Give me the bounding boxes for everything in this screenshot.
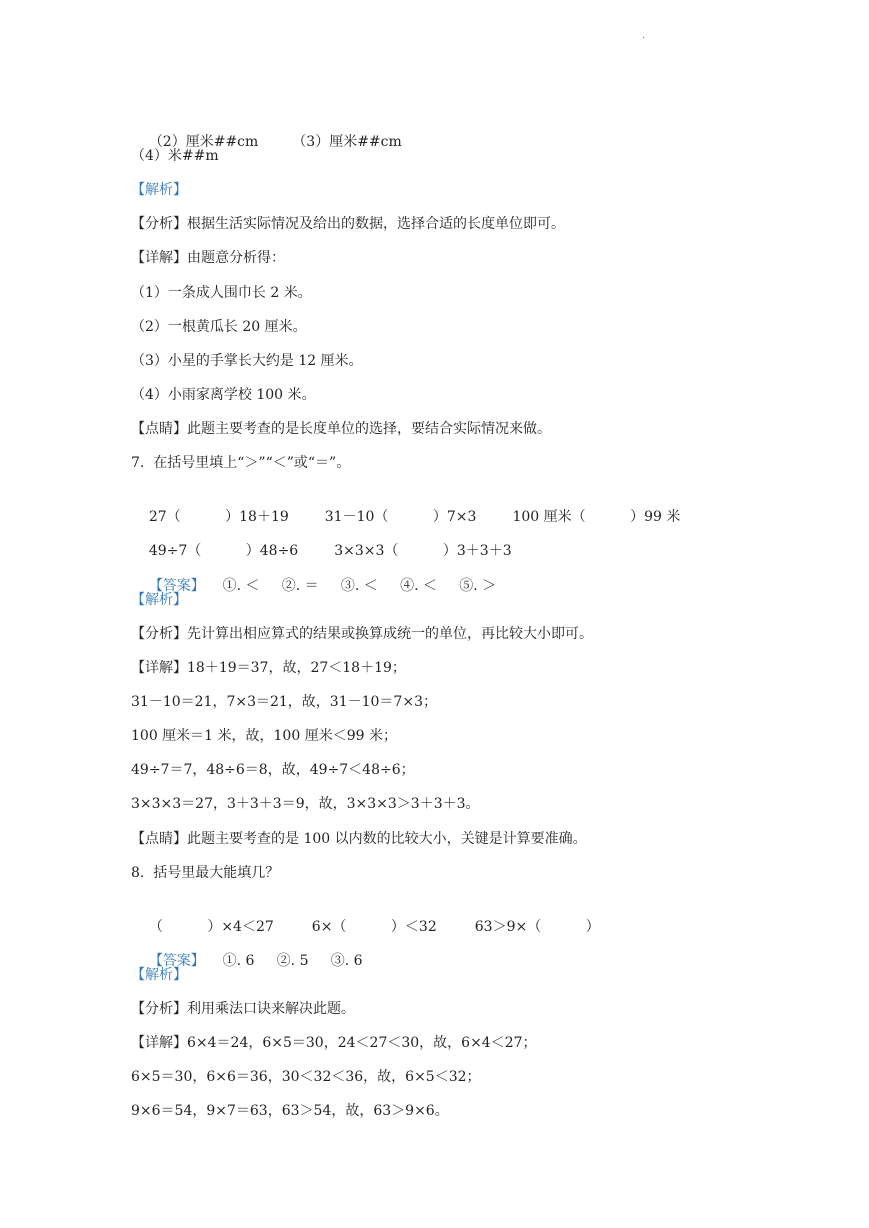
q7-item-3: 100 厘米（ ）99 米 bbox=[512, 509, 681, 525]
detail-3-line-3: 9×6＝54，9×7＝63，63＞54，故，63＞9×6。 bbox=[131, 1103, 449, 1119]
q7-item-2: 31－10（ ）7×3 bbox=[324, 509, 477, 525]
analysis-1: 【分析】根据生活实际情况及给出的数据，选择合适的长度单位即可。 bbox=[131, 216, 565, 232]
dianjing-1: 【点睛】此题主要考查的是长度单位的选择，要结合实际情况来做。 bbox=[131, 421, 551, 437]
detail-1-item-3: （3）小星的手掌长大约是 12 厘米。 bbox=[131, 353, 363, 369]
detail-2: 【详解】18＋19＝37，故，27＜18＋19； bbox=[131, 660, 406, 676]
answer-tag-8: 【答案】 bbox=[148, 953, 205, 969]
detail-3-line-2: 6×5＝30，6×6＝36，30＜32＜36，故，6×5＜32； bbox=[131, 1069, 481, 1085]
jiexi-heading-3: 【解析】 bbox=[131, 967, 187, 983]
answer-tag: 【答案】 bbox=[148, 578, 205, 594]
analysis-2: 【分析】先计算出相应算式的结果或换算成统一的单位，再比较大小即可。 bbox=[131, 626, 593, 642]
q8-item-1: （ ）×4＜27 bbox=[148, 919, 274, 935]
q7-item-4: 49÷7（ ）48÷6 bbox=[148, 543, 299, 559]
jiexi-heading-1: 【解析】 bbox=[131, 182, 187, 198]
detail-2-line-3: 100 厘米＝1 米，故，100 厘米＜99 米； bbox=[131, 728, 397, 744]
detail-3: 【详解】6×4＝24，6×5＝30，24＜27＜30，故，6×4＜27； bbox=[131, 1035, 537, 1051]
dianjing-2: 【点睛】此题主要考查的是 100 以内数的比较大小，关键是计算要准确。 bbox=[131, 831, 587, 847]
question-8-title: 8. 括号里最大能填几？ bbox=[131, 865, 280, 881]
detail-1-item-4: （4）小雨家离学校 100 米。 bbox=[131, 387, 316, 403]
detail-2-line-4: 49÷7＝7，48÷6＝8，故，49÷7＜48÷6； bbox=[131, 762, 415, 778]
detail-2-line-2: 31－10＝21，7×3＝21，故，31－10＝7×3； bbox=[131, 694, 437, 710]
jiexi-heading-2: 【解析】 bbox=[131, 592, 187, 608]
q8-item-3: 63＞9×（ ） bbox=[474, 919, 600, 935]
detail-1: 【详解】由题意分析得： bbox=[131, 250, 285, 266]
header-mark: . bbox=[642, 30, 646, 41]
detail-1-item-2: （2）一根黄瓜长 20 厘米。 bbox=[131, 319, 307, 335]
answer-2: （2）厘米##cm bbox=[148, 134, 259, 150]
answer-8-values: ①. 6 ②. 5 ③. 6 bbox=[204, 953, 363, 969]
answer-7-values: ①. ＜ ②. ＝ ③. ＜ ④. ＜ ⑤. ＞ bbox=[204, 578, 497, 594]
answer-3: （3）厘米##cm bbox=[292, 134, 402, 150]
question-7-title: 7. 在括号里填上“＞”“＜”或“＝”。 bbox=[131, 455, 351, 471]
q7-item-5: 3×3×3（ ）3＋3＋3 bbox=[334, 543, 512, 559]
q7-item-1: 27（ ）18＋19 bbox=[148, 509, 289, 525]
detail-2-line-5: 3×3×3＝27，3＋3＋3＝9，故，3×3×3＞3＋3＋3。 bbox=[131, 796, 480, 812]
q8-item-2: 6×（ ）＜32 bbox=[311, 919, 437, 935]
answer-4: （4）米##m bbox=[131, 148, 219, 164]
detail-1-item-1: （1）一条成人围巾长 2 米。 bbox=[131, 285, 312, 301]
analysis-3: 【分析】利用乘法口诀来解决此题。 bbox=[131, 1001, 355, 1017]
